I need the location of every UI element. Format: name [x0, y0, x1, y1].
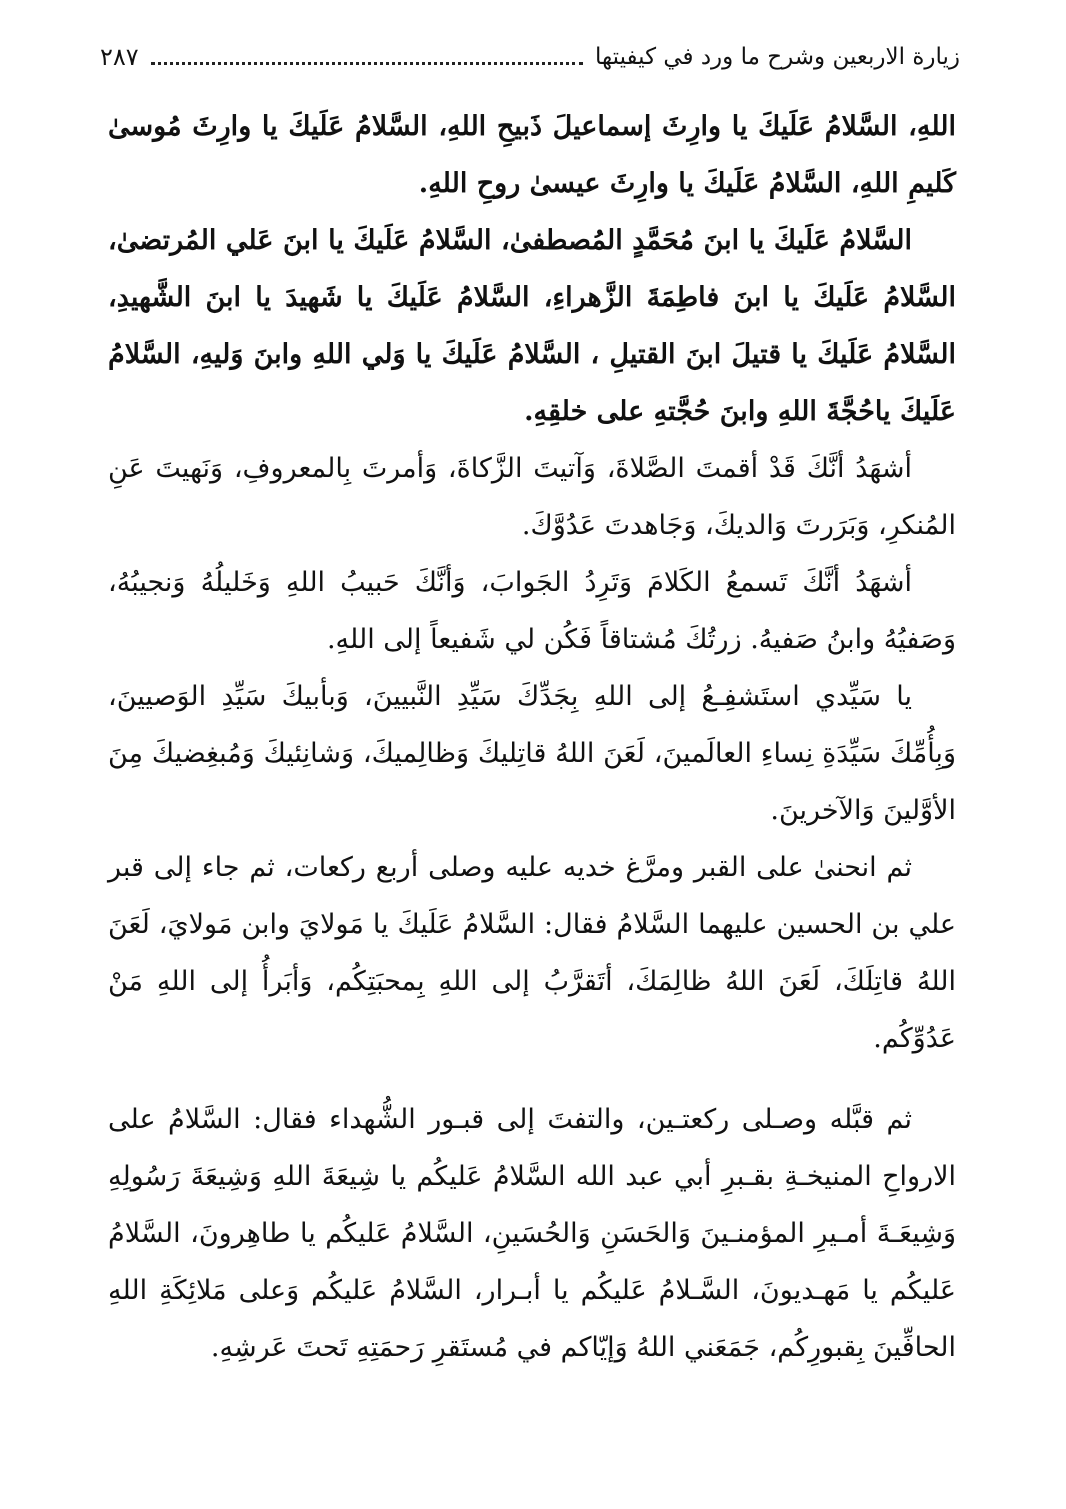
paragraph-martyrs: ثم قبَّله وصـلى ركعتـين، والتفتَ إلى قبـور الشُّهداء فقال: السَّلامُ على الارواحِ المنيخـةِ بقـبرِ أبي عبد الله السَّلامُ عَليكُم يا شِيعَةَ اللهِ وَشِيعَةَ رَسُولِهِ وَشِيعَـةَ أمـيرِ المؤمنـينَ وَالحَسَنِ وَالحُسَينِ، السَّلامُ عَليكُم يا طاهِرونَ، السَّلامُ عَليكُم يا مَهـديونَ، السَّـلامُ عَليكُم يا أبـرار، السَّلامُ عَليكُم وَعلى مَلائِكَةِ اللهِ الحافِّينَ بِقبورِكُم، جَمَعَني اللهُ وَإيّاكم في مُستَقرِ رَحمَتِهِ تَحتَ عَرشِهِ. — [108, 1104, 957, 1363]
paragraph-greetings-prophets: اللهِ، السَّلامُ عَلَيكَ يا وارِثَ إسماعيلَ ذَبيحِ اللهِ، السَّلامُ عَلَيكَ يا وارِثَ مُوسىٰ كَليمِ اللهِ، السَّلامُ عَلَيكَ يا وارِثَ عيسىٰ روحِ اللهِ. — [108, 111, 956, 199]
paragraph-ali-ibn-husayn: ثم انحنىٰ على القبر ومرَّغ خديه عليه وصلى أربع ركعات، ثم جاء إلى قبر علي بن الحسين عليهما السَّلامُ فقال: السَّلامُ عَلَيكَ يا مَولايَ وابن مَولايَ، لَعَنَ اللهُ قاتِلَكَ، لَعَنَ اللهُ ظالِمَكَ، أتَقرَّبُ إلى اللهِ بِمحبَتِكُم، وَأبَرأُ إلى اللهِ مَنْ عَدُوِّكُم. — [108, 852, 956, 1054]
paragraph-testimony-prayer: أشهَدُ أنَّكَ قَدْ أقمتَ الصَّلاةَ، وَآتيتَ الزَّكاةَ، وَأمرتَ بِالمعروفِ، وَنَهيتَ عَنِ المُنكرِ، وَبَرَرتَ وَالديكَ، وَجَاهدتَ عَدُوَّكَ. — [108, 453, 956, 541]
running-header — [100, 36, 960, 78]
header-title: زيارة الاربعين وشرح ما ورد في كيفيتها — [595, 44, 960, 70]
page-number: ٢٨٧ — [100, 43, 139, 71]
paragraph-greetings-lineage: السَّلامُ عَلَيكَ يا ابنَ مُحَمَّدٍ المُصطفىٰ، السَّلامُ عَلَيكَ يا ابنَ عَلي المُرتضىٰ، السَّلامُ عَلَيكَ يا ابنَ فاطِمَةَ الزَّهراءِ، السَّلامُ عَلَيكَ يا شَهيدَ يا ابنَ الشَّهيدِ، السَّلامُ عَلَيكَ يا قتيلَ ابنَ القتيلِ ، السَّلامُ عَلَيكَ يا وَلي اللهِ وابنَ وَليهِ، السَّلامُ عَلَيكَ ياحُجَّةَ اللهِ وابنَ حُجَّتهِ على خلقِهِ. — [108, 225, 956, 427]
paragraph-testimony-hearing: أشهَدُ أنَّكَ تَسمعُ الكَلامَ وَتَرِدُ الجَوابَ، وَأنَّكَ حَبيبُ اللهِ وَخَليلُهُ وَنجيبُهُ، وَصَفيُهُ وابنُ صَفيهُ. زرتُكَ مُشتاقاً فَكُن لي شَفيعاً إلى اللهِ. — [108, 567, 956, 655]
header-dot-leader — [151, 62, 583, 65]
paragraph-intercession: يا سَيِّدي استَشفِـعُ إلى اللهِ بِجَدِّكَ سَيِّدِ النَّبيينَ، وَبأبيكَ سَيِّدِ الوَصيينَ، وَبِأُمِّكَ سَيِّدَةِ نِساءِ العالَمينَ، لَعَنَ اللهُ قاتِليكَ وَظالِميكَ، وَشانِئيكَ وَمُبغِضيكَ مِنَ الأوَّلينَ وَالآخرينَ. — [108, 681, 956, 826]
page-body — [108, 98, 956, 1376]
